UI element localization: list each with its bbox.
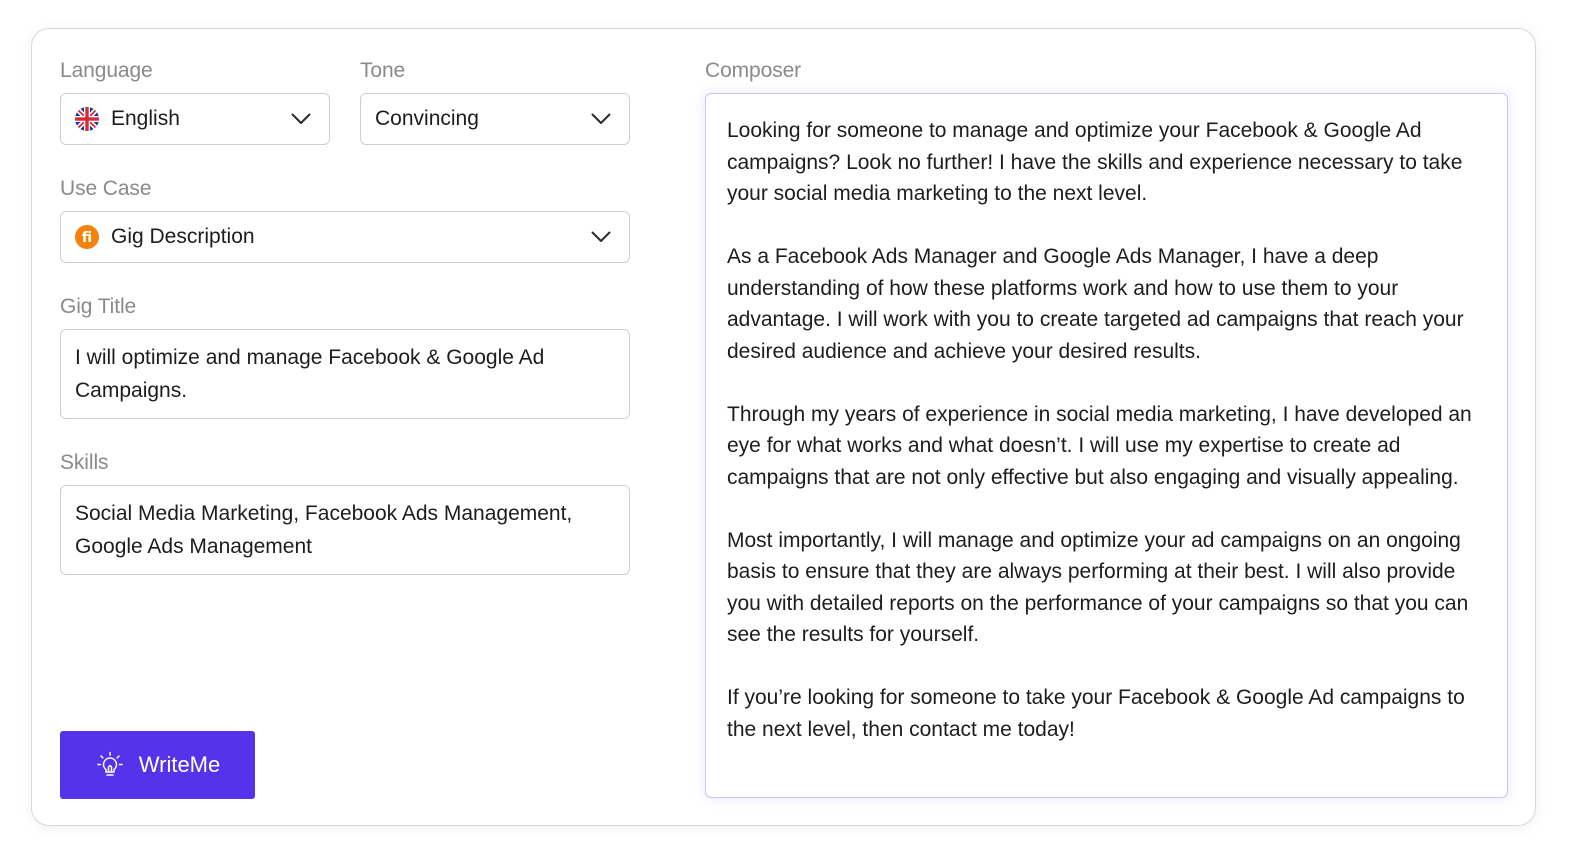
language-select[interactable] — [60, 93, 330, 145]
composer-paragraph: Most importantly, I will manage and optimize your ad campaigns on an ongoing basis to ensure that they are always performing at their best. I will also provide you with detailed reports on the performance of your campaigns so that you can see the results for yourself. — [727, 528, 1469, 646]
chevron-down-icon — [291, 113, 311, 125]
use-case-label: Use Case — [60, 177, 152, 200]
tone-label: Tone — [360, 59, 406, 82]
uk-flag-icon — [75, 107, 99, 131]
use-case-value: Gig Description — [111, 225, 255, 248]
composer-paragraph: Through my years of experience in social media marketing, I have developed an eye for what works and what doesn’t. I will use my expertise to create ad campaigns that are not only effective but also engaging and visually appealing. — [727, 402, 1472, 489]
language-label: Language — [60, 59, 153, 82]
use-case-select[interactable] — [60, 211, 630, 263]
language-value: English — [111, 107, 180, 130]
tone-select[interactable] — [360, 93, 630, 145]
gig-title-input[interactable]: I will optimize and manage Facebook & Google Ad Campaigns. — [60, 329, 630, 419]
composer-label: Composer — [705, 59, 802, 82]
composer-textarea[interactable] — [705, 93, 1508, 798]
chevron-down-icon — [591, 231, 611, 243]
svg-text:fi: fi — [81, 230, 93, 246]
writeme-button[interactable] — [60, 731, 255, 799]
chevron-down-icon — [591, 113, 611, 125]
composer-paragraph: As a Facebook Ads Manager and Google Ads Manager, I have a deep understanding of how these platforms work and how to use them to your advantage. I will work with you to create targeted ad campaigns that reach your desired audience and achieve your desired results. — [727, 245, 1464, 363]
tone-value: Convincing — [375, 107, 479, 130]
skills-input[interactable]: Social Media Marketing, Facebook Ads Management, Google Ads Management — [60, 485, 630, 575]
skills-label: Skills — [60, 451, 109, 474]
fiverr-icon — [75, 225, 99, 249]
composer-paragraph: Looking for someone to manage and optimize your Facebook & Google Ad campaigns? Look no further! I have the skills and experience necessary to take your social media marketing to the next level. — [727, 119, 1463, 205]
writeme-label: WriteMe — [138, 752, 221, 777]
lightbulb-icon — [95, 750, 125, 780]
composer-paragraph: If you’re looking for someone to take your Facebook & Google Ad campaigns to the next level, then contact me today! — [727, 686, 1465, 741]
gig-title-label: Gig Title — [60, 295, 137, 318]
